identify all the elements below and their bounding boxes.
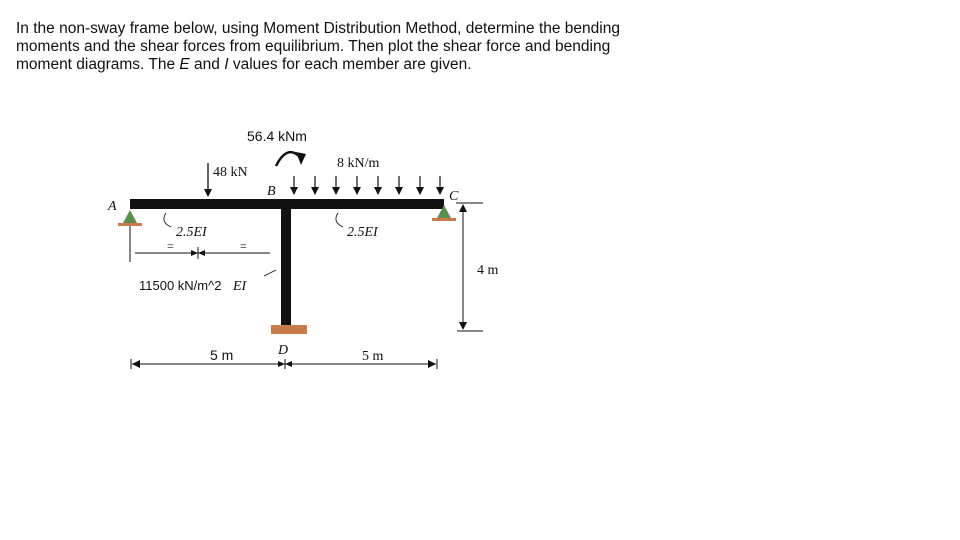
- pointer-bc-icon: [336, 213, 343, 227]
- var-e: E: [179, 56, 190, 73]
- span-dimension: [131, 359, 437, 369]
- problem-text-1: In the non-sway frame below, using Moment Distribution Method, determine the bending moments and the shear forces from equilibrium. Then plot the shear force and bending moment diagrams. The: [16, 20, 620, 73]
- fixed-support-d: [271, 325, 307, 334]
- node-b-label: B: [267, 184, 276, 199]
- pointer-bd-icon: [264, 270, 276, 276]
- ei-ab-label: 2.5EI: [176, 225, 207, 240]
- equal-mark-ab-left: =: [167, 239, 174, 253]
- ei-bd-value: 11500 kN/m^2: [139, 278, 222, 293]
- distributed-load-label: 8 kN/m: [337, 156, 380, 171]
- pin-support-a: [118, 210, 142, 262]
- pointer-ab-icon: [164, 213, 171, 227]
- half-span-dimension: [135, 247, 270, 259]
- problem-text-and: and: [189, 56, 225, 73]
- moment-load-label: 56.4 kNm: [247, 128, 307, 144]
- ei-bd-label: EI: [233, 279, 247, 294]
- span-bc-label: 5 m: [362, 349, 384, 364]
- beam-bc: [286, 199, 444, 209]
- problem-text-2: values for each member are given.: [228, 56, 472, 73]
- moment-arrow-icon: [276, 152, 300, 166]
- height-label: 4 m: [477, 263, 499, 278]
- var-i: I: [224, 56, 229, 73]
- equal-mark-ab-right: =: [240, 239, 247, 253]
- beam-ab: [130, 199, 286, 209]
- distributed-load-arrows: [294, 176, 440, 194]
- point-load-label: 48 kN: [213, 165, 248, 180]
- span-ab-label: 5 m: [210, 347, 234, 363]
- ei-bc-label: 2.5EI: [347, 225, 378, 240]
- moment-arrowhead-icon: [296, 152, 306, 165]
- node-d-label: D: [278, 343, 289, 358]
- node-c-label: C: [449, 189, 459, 204]
- column-bd: [281, 209, 291, 325]
- node-a-label: A: [108, 199, 117, 214]
